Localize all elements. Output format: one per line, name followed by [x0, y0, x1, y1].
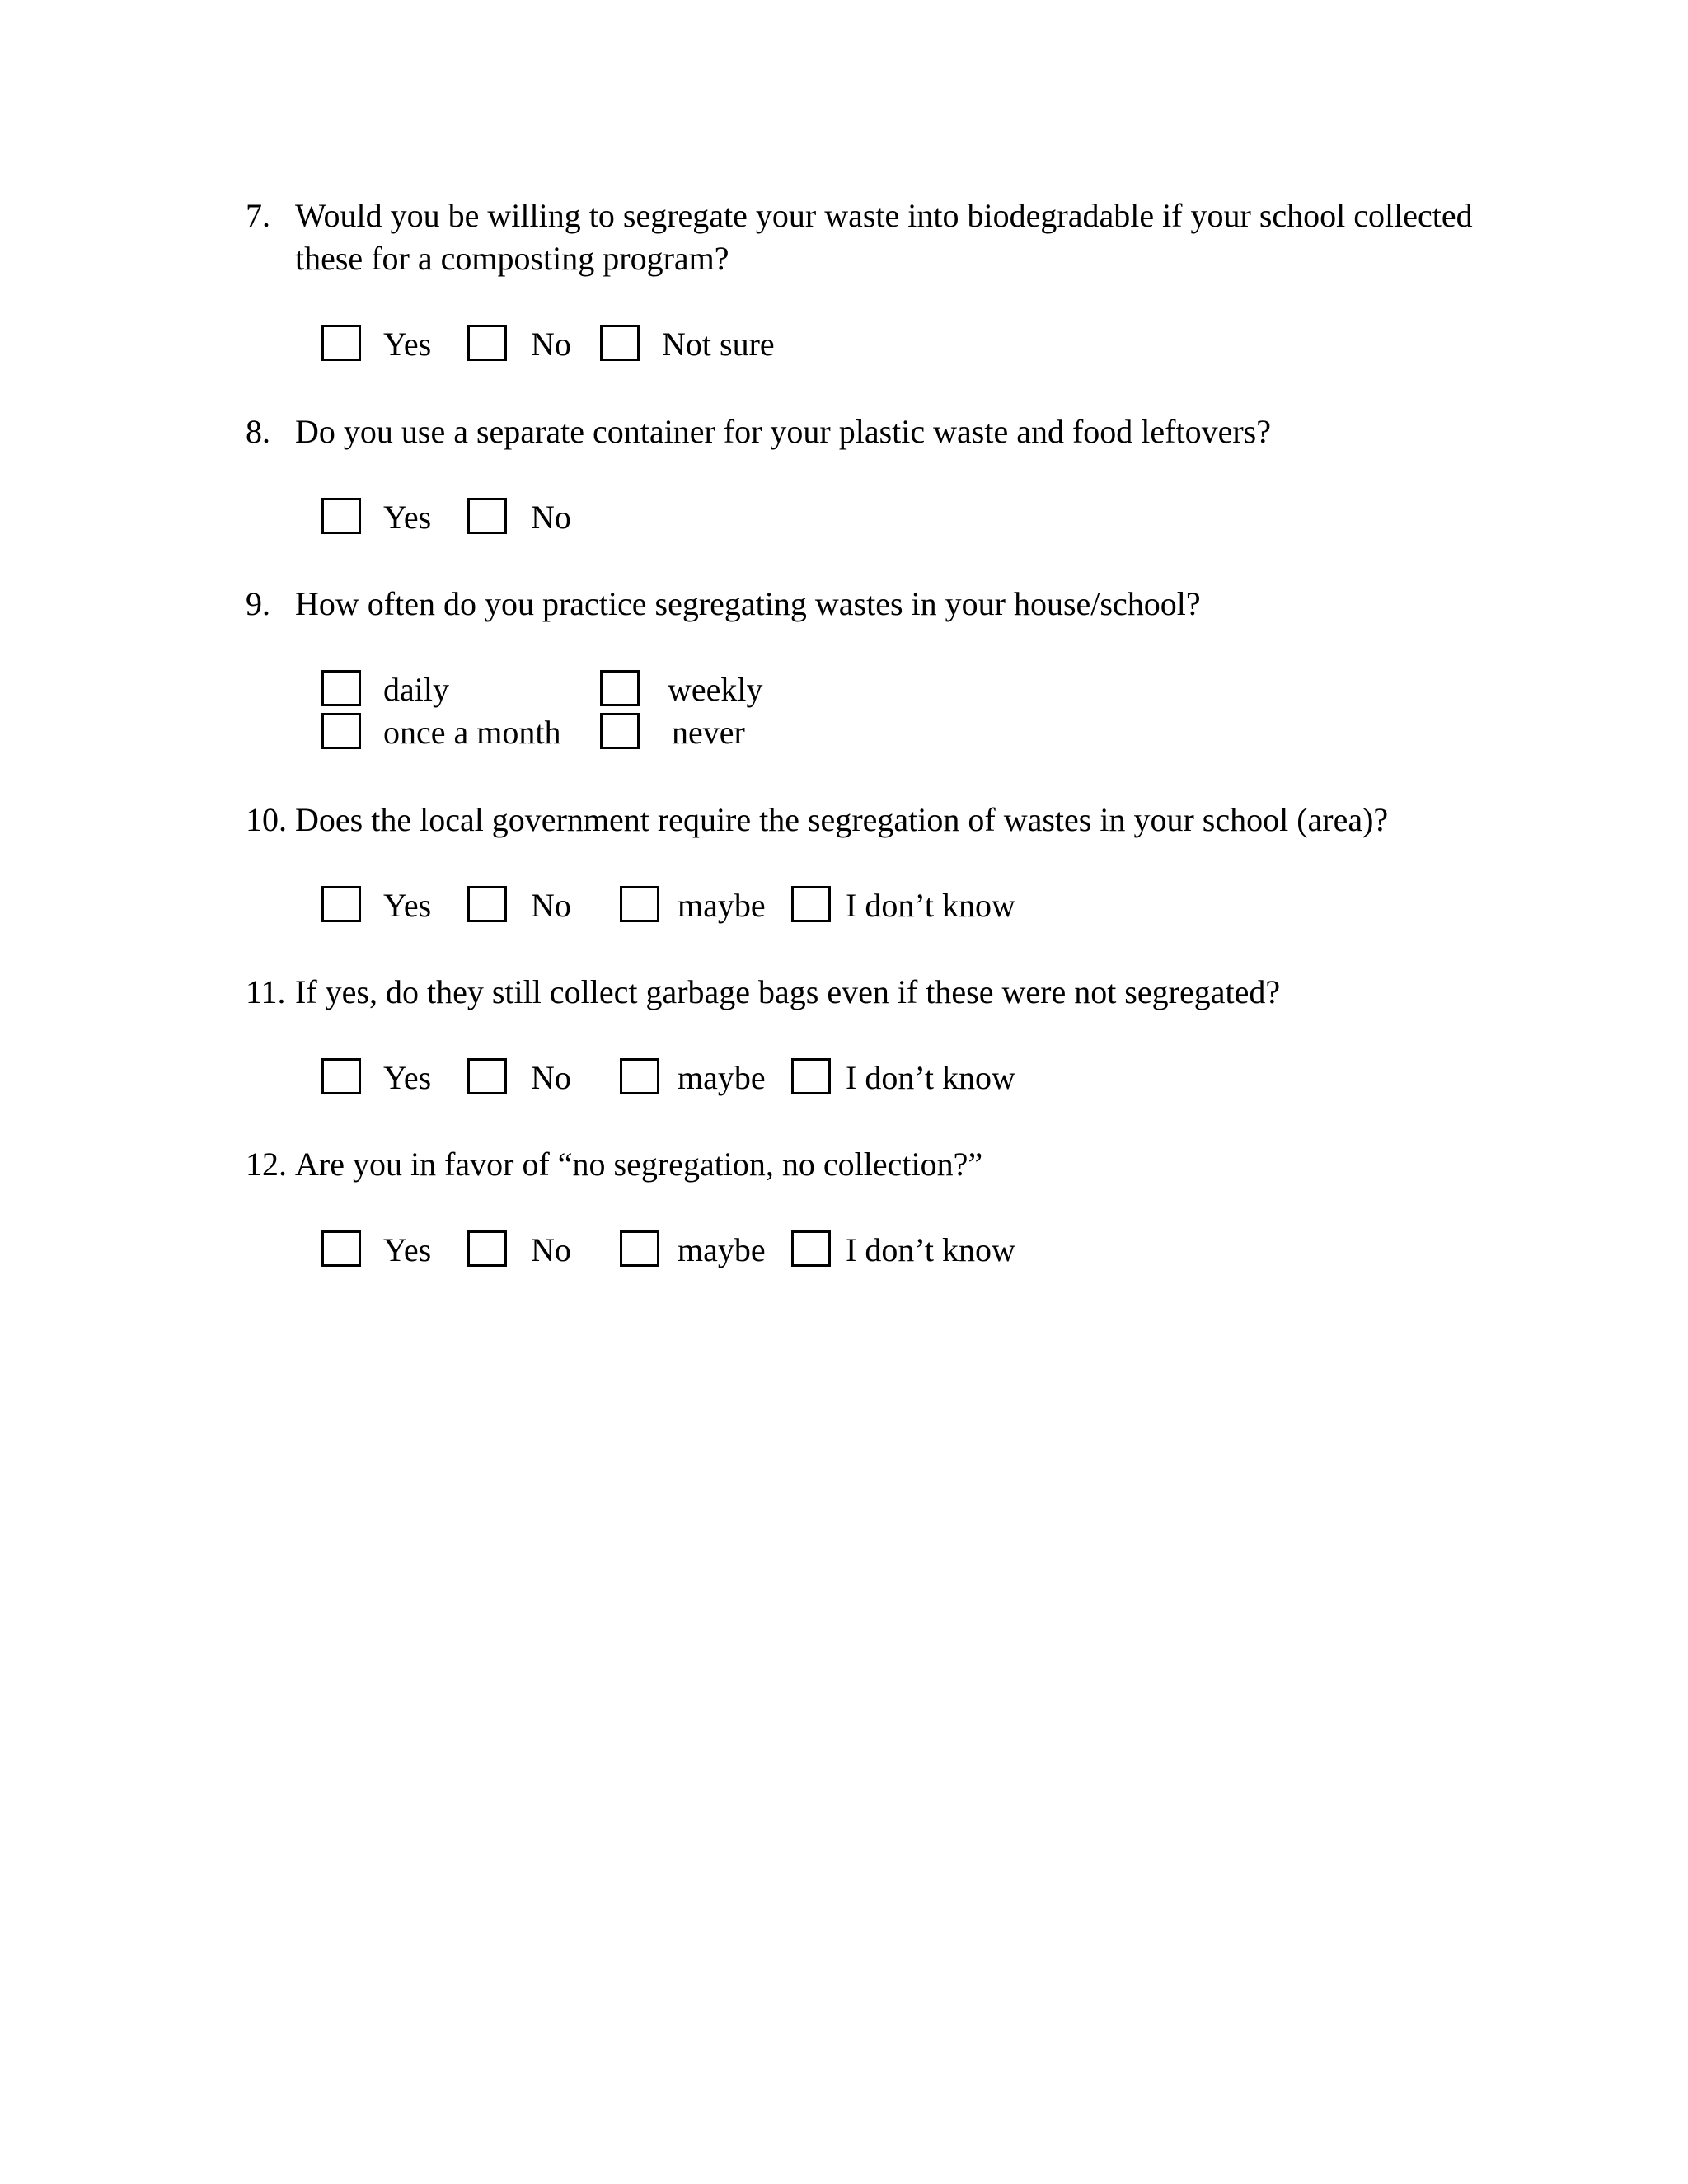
- question-10-text: Does the local government require the segregation of wastes in your school (area)?: [295, 801, 1389, 838]
- question-9-never-label: never: [672, 714, 745, 751]
- question-11-maybe-checkbox[interactable]: [620, 1058, 659, 1094]
- question-12-yes-label: Yes: [383, 1231, 432, 1268]
- question-11-number: 11.: [246, 973, 286, 1010]
- question-9-once-a-month-label: once a month: [383, 714, 561, 751]
- question-8-yes-label: Yes: [383, 499, 432, 536]
- question-11-text: If yes, do they still collect garbage bags even if these were not segregated?: [295, 973, 1281, 1010]
- question-9-daily-label: daily: [383, 671, 449, 708]
- question-12-dont-know-label: I don’t know: [846, 1231, 1015, 1268]
- question-12-text: Are you in favor of “no segregation, no collection?”: [295, 1146, 983, 1183]
- question-9-once-a-month-checkbox[interactable]: [321, 713, 361, 749]
- question-10-no-label: No: [531, 887, 571, 924]
- question-9-weekly-label: weekly: [668, 671, 763, 708]
- question-12-dont-know-checkbox[interactable]: [791, 1230, 831, 1267]
- question-8-no-label: No: [531, 499, 571, 536]
- question-7-no-checkbox[interactable]: [467, 325, 507, 361]
- question-7-text-line-1: Would you be willing to segregate your waste into biodegradable if your school collected: [295, 197, 1473, 234]
- question-7-not-sure-label: Not sure: [662, 326, 775, 363]
- question-11-yes-label: Yes: [383, 1059, 432, 1096]
- question-10-no-checkbox[interactable]: [467, 886, 507, 922]
- question-11-dont-know-label: I don’t know: [846, 1059, 1015, 1096]
- question-10-number: 10.: [246, 801, 287, 838]
- question-7-yes-label: Yes: [383, 326, 432, 363]
- question-10-yes-checkbox[interactable]: [321, 886, 361, 922]
- question-9-weekly-checkbox[interactable]: [600, 670, 640, 706]
- question-11-yes-checkbox[interactable]: [321, 1058, 361, 1094]
- question-12-number: 12.: [246, 1146, 287, 1183]
- question-7-text-line-2: these for a composting program?: [295, 240, 729, 277]
- question-10-yes-label: Yes: [383, 887, 432, 924]
- question-8-yes-checkbox[interactable]: [321, 498, 361, 534]
- question-10-maybe-label: maybe: [678, 887, 766, 924]
- question-7-yes-checkbox[interactable]: [321, 325, 361, 361]
- question-11-dont-know-checkbox[interactable]: [791, 1058, 831, 1094]
- question-7-no-label: No: [531, 326, 571, 363]
- question-9-number: 9.: [246, 585, 270, 622]
- question-8-no-checkbox[interactable]: [467, 498, 507, 534]
- question-12-no-label: No: [531, 1231, 571, 1268]
- question-8-text: Do you use a separate container for your plastic waste and food leftovers?: [295, 413, 1272, 450]
- question-7-not-sure-checkbox[interactable]: [600, 325, 640, 361]
- question-10-dont-know-label: I don’t know: [846, 887, 1015, 924]
- question-12-no-checkbox[interactable]: [467, 1230, 507, 1267]
- question-12-yes-checkbox[interactable]: [321, 1230, 361, 1267]
- question-9-daily-checkbox[interactable]: [321, 670, 361, 706]
- question-10-dont-know-checkbox[interactable]: [791, 886, 831, 922]
- question-11-maybe-label: maybe: [678, 1059, 766, 1096]
- question-7-number: 7.: [246, 197, 270, 234]
- question-9-never-checkbox[interactable]: [600, 713, 640, 749]
- question-10-maybe-checkbox[interactable]: [620, 886, 659, 922]
- question-11-no-checkbox[interactable]: [467, 1058, 507, 1094]
- question-11-no-label: No: [531, 1059, 571, 1096]
- question-8-number: 8.: [246, 413, 270, 450]
- question-12-maybe-label: maybe: [678, 1231, 766, 1268]
- question-12-maybe-checkbox[interactable]: [620, 1230, 659, 1267]
- question-9-text: How often do you practice segregating wastes in your house/school?: [295, 585, 1201, 622]
